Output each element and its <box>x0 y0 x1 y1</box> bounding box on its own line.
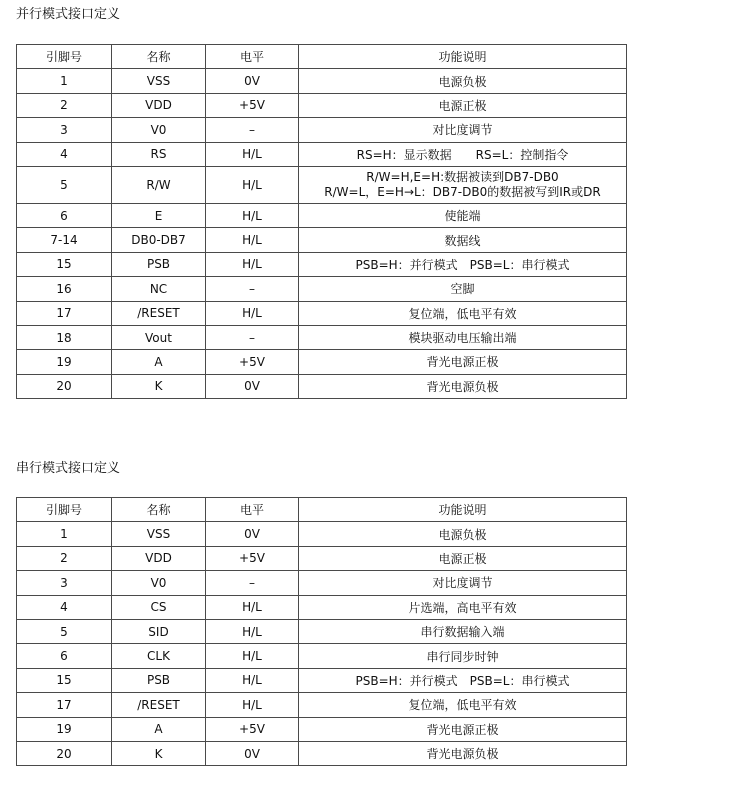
function-cell: 串行数据输入端 <box>299 619 627 643</box>
table-row <box>17 571 627 595</box>
function-cell: PSB=H：并行模式 PSB=L：串行模式 <box>299 252 627 276</box>
level-cell: 0V <box>206 374 299 398</box>
name-cell: PSB <box>112 252 206 276</box>
table-row <box>17 252 627 276</box>
name-cell: V0 <box>112 118 206 142</box>
pin-cell: 3 <box>17 571 112 595</box>
pin-cell: 16 <box>17 277 112 301</box>
table-row <box>17 644 627 668</box>
level-cell: +5V <box>206 546 299 570</box>
function-line-write: R/W=L，E=H→L：DB7-DB0的数据被写到IR或DR <box>324 184 601 199</box>
level-cell: – <box>206 325 299 349</box>
table-header-row <box>17 498 627 522</box>
function-cell: 空脚 <box>299 277 627 301</box>
pin-cell: 1 <box>17 522 112 546</box>
parallel-pin-table <box>16 44 627 399</box>
table-row <box>17 203 627 227</box>
level-cell: H/L <box>206 166 299 203</box>
header-pin: 引脚号 <box>17 498 112 522</box>
pin-cell: 19 <box>17 717 112 741</box>
pin-cell: 2 <box>17 93 112 117</box>
level-cell: H/L <box>206 301 299 325</box>
table-row <box>17 619 627 643</box>
pin-cell: 17 <box>17 693 112 717</box>
pin-cell: 5 <box>17 619 112 643</box>
table-row <box>17 595 627 619</box>
level-cell: H/L <box>206 668 299 692</box>
function-cell: 背光电源正极 <box>299 717 627 741</box>
name-cell: K <box>112 741 206 765</box>
table-row <box>17 717 627 741</box>
table-row <box>17 142 627 166</box>
function-cell: 背光电源负极 <box>299 741 627 765</box>
table-row <box>17 546 627 570</box>
function-cell: 使能端 <box>299 203 627 227</box>
name-cell: NC <box>112 277 206 301</box>
function-line-read: R/W=H,E=H:数据被读到DB7-DB0 <box>366 169 559 184</box>
level-cell: H/L <box>206 595 299 619</box>
table-row <box>17 693 627 717</box>
name-cell: CS <box>112 595 206 619</box>
header-function: 功能说明 <box>299 45 627 69</box>
level-cell: – <box>206 277 299 301</box>
function-cell: 对比度调节 <box>299 571 627 595</box>
table-row <box>17 325 627 349</box>
table-header-row <box>17 45 627 69</box>
name-cell: V0 <box>112 571 206 595</box>
table-row <box>17 277 627 301</box>
table-row <box>17 374 627 398</box>
table-row <box>17 350 627 374</box>
header-name: 名称 <box>112 45 206 69</box>
level-cell: – <box>206 571 299 595</box>
function-cell: 电源正极 <box>299 93 627 117</box>
function-cell: PSB=H：并行模式 PSB=L：串行模式 <box>299 668 627 692</box>
function-cell: 数据线 <box>299 228 627 252</box>
name-cell: E <box>112 203 206 227</box>
parallel-section-title: 并行模式接口定义 <box>16 7 121 22</box>
pin-cell: 15 <box>17 252 112 276</box>
level-cell: +5V <box>206 717 299 741</box>
pin-cell: 1 <box>17 69 112 93</box>
level-cell: H/L <box>206 644 299 668</box>
level-cell: H/L <box>206 252 299 276</box>
level-cell: 0V <box>206 69 299 93</box>
function-cell <box>299 166 627 203</box>
header-function: 功能说明 <box>299 498 627 522</box>
level-cell: – <box>206 118 299 142</box>
table-row <box>17 118 627 142</box>
function-cell: RS=H：显示数据 RS=L：控制指令 <box>299 142 627 166</box>
name-cell: R/W <box>112 166 206 203</box>
function-cell: 复位端，低电平有效 <box>299 301 627 325</box>
function-cell: 背光电源负极 <box>299 374 627 398</box>
level-cell: H/L <box>206 619 299 643</box>
table-row <box>17 741 627 765</box>
table-row <box>17 69 627 93</box>
level-cell: H/L <box>206 203 299 227</box>
name-cell: A <box>112 350 206 374</box>
pin-cell: 5 <box>17 166 112 203</box>
level-cell: H/L <box>206 228 299 252</box>
pin-cell: 6 <box>17 203 112 227</box>
function-cell: 电源负极 <box>299 522 627 546</box>
function-cell: 片选端，高电平有效 <box>299 595 627 619</box>
serial-pin-table <box>16 497 627 766</box>
function-cell: 电源正极 <box>299 546 627 570</box>
header-level: 电平 <box>206 498 299 522</box>
pin-cell: 20 <box>17 741 112 765</box>
name-cell: RS <box>112 142 206 166</box>
table-row <box>17 228 627 252</box>
name-cell: A <box>112 717 206 741</box>
pin-cell: 20 <box>17 374 112 398</box>
pin-cell: 2 <box>17 546 112 570</box>
name-cell: VDD <box>112 93 206 117</box>
pin-cell: 3 <box>17 118 112 142</box>
name-cell: Vout <box>112 325 206 349</box>
table-row <box>17 93 627 117</box>
level-cell: 0V <box>206 741 299 765</box>
name-cell: VSS <box>112 69 206 93</box>
pin-cell: 15 <box>17 668 112 692</box>
table-row <box>17 522 627 546</box>
function-cell: 对比度调节 <box>299 118 627 142</box>
level-cell: 0V <box>206 522 299 546</box>
level-cell: H/L <box>206 693 299 717</box>
function-cell: 串行同步时钟 <box>299 644 627 668</box>
level-cell: H/L <box>206 142 299 166</box>
name-cell: CLK <box>112 644 206 668</box>
pin-cell: 18 <box>17 325 112 349</box>
pin-cell: 17 <box>17 301 112 325</box>
function-cell: 模块驱动电压输出端 <box>299 325 627 349</box>
header-name: 名称 <box>112 498 206 522</box>
table-row <box>17 166 627 203</box>
name-cell: VSS <box>112 522 206 546</box>
header-pin: 引脚号 <box>17 45 112 69</box>
function-cell: 复位端，低电平有效 <box>299 693 627 717</box>
header-level: 电平 <box>206 45 299 69</box>
function-cell: 背光电源正极 <box>299 350 627 374</box>
name-cell: VDD <box>112 546 206 570</box>
name-cell: SID <box>112 619 206 643</box>
level-cell: +5V <box>206 350 299 374</box>
table-row <box>17 668 627 692</box>
name-cell: PSB <box>112 668 206 692</box>
serial-section-title: 串行模式接口定义 <box>16 461 121 476</box>
name-cell: /RESET <box>112 301 206 325</box>
function-cell: 电源负极 <box>299 69 627 93</box>
pin-cell: 6 <box>17 644 112 668</box>
pin-cell: 19 <box>17 350 112 374</box>
name-cell: DB0-DB7 <box>112 228 206 252</box>
name-cell: K <box>112 374 206 398</box>
pin-cell: 4 <box>17 142 112 166</box>
level-cell: +5V <box>206 93 299 117</box>
pin-cell: 4 <box>17 595 112 619</box>
name-cell: /RESET <box>112 693 206 717</box>
table-row <box>17 301 627 325</box>
pin-cell: 7-14 <box>17 228 112 252</box>
